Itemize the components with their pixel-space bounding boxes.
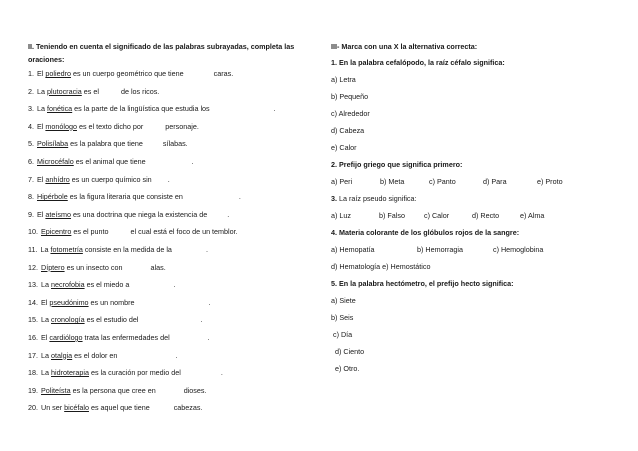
sentence-item: [28, 157, 310, 175]
sentence-item: [28, 87, 310, 105]
item-prefix: El: [41, 297, 50, 307]
item-number: 19.: [28, 385, 38, 395]
q4-options: [331, 245, 621, 254]
q3-option-c[interactable]: c) Calor: [424, 211, 450, 220]
item-text: es el: [81, 86, 99, 96]
q1-option-a[interactable]: a) Letra: [331, 75, 356, 84]
q2-option-e[interactable]: e) Proto: [537, 177, 563, 186]
item-number: 12.: [28, 262, 38, 272]
q3-option-b[interactable]: b) Falso: [379, 211, 405, 220]
item-prefix: El: [37, 174, 46, 184]
underlined-word: Díptero: [41, 262, 65, 272]
item-suffix: .: [205, 244, 208, 254]
sentence-item: [28, 104, 310, 122]
item-text: trata las enfermedades del: [82, 332, 170, 342]
item-number: 8.: [28, 192, 34, 202]
item-text: es la palabra que tiene: [68, 139, 143, 149]
underlined-word: plutocracia: [47, 86, 82, 96]
q4-option-a[interactable]: a) Hemopatía: [331, 245, 375, 254]
question-3-title: 3. La raíz pseudo significa:: [331, 194, 417, 203]
q5-option-e[interactable]: e) Otro.: [335, 364, 360, 373]
underlined-word: ateísmo: [45, 209, 71, 219]
sentence-item: [28, 245, 310, 263]
item-number: 6.: [28, 156, 34, 166]
item-suffix: sílabas.: [162, 139, 188, 149]
item-prefix: El: [37, 121, 46, 131]
item-suffix: personaje.: [165, 121, 199, 131]
q1-option-b[interactable]: b) Pequeño: [331, 92, 369, 101]
item-number: 20.: [28, 403, 38, 413]
underlined-word: bicéfalo: [64, 403, 89, 413]
underlined-word: fonética: [47, 104, 73, 114]
item-text: es el punto: [71, 227, 109, 237]
item-text: es la curación por medio del: [88, 368, 181, 378]
item-suffix: .: [167, 174, 170, 184]
item-number: 15.: [28, 315, 38, 325]
question-1-title: 1. En la palabra cefalópodo, la raíz céfalo significa:: [331, 58, 505, 67]
q4-options-de[interactable]: d) Hematología e) Hemostático: [331, 262, 431, 271]
q1-option-c[interactable]: c) Alrededor: [331, 109, 370, 118]
item-prefix: La: [41, 315, 51, 325]
sentence-item: [28, 280, 310, 298]
underlined-word: pseudónimo: [49, 297, 89, 307]
section-iii: [331, 40, 621, 373]
item-number: 16.: [28, 332, 38, 342]
q2-option-a[interactable]: a) Peri: [331, 177, 353, 186]
sentence-item: [28, 386, 310, 404]
item-number: 9.: [28, 209, 34, 219]
item-number: 3.: [28, 104, 34, 114]
item-suffix: de los ricos.: [120, 86, 160, 96]
item-suffix: el cual está el foco de un temblor.: [130, 227, 238, 237]
underlined-word: anhídro: [45, 174, 70, 184]
underlined-word: necrofobia: [51, 280, 85, 290]
q3-option-a[interactable]: a) Luz: [331, 211, 351, 220]
section-iii-title: III- Marca con una X la alternativa correcta:: [331, 42, 478, 51]
item-number: 10.: [28, 227, 38, 237]
section-ii-title: II. Teniendo en cuenta el significado de las palabras subrayadas, completa las oraciones:: [28, 42, 295, 64]
q3-options: [331, 211, 621, 220]
underlined-word: hidroterapia: [51, 368, 89, 378]
item-suffix: .: [273, 104, 276, 114]
underlined-word: Polisílaba: [37, 139, 69, 149]
item-text: es el miedo a: [84, 280, 130, 290]
question-5-title: 5. En la palabra hectómetro, el prefijo hecto significa:: [331, 279, 514, 288]
q4-option-c[interactable]: c) Hemoglobina: [493, 245, 544, 254]
sentence-list: [28, 69, 310, 421]
q3-option-e[interactable]: e) Alma: [520, 211, 545, 220]
underlined-word: cronología: [51, 315, 85, 325]
item-suffix: dioses.: [183, 385, 207, 395]
item-text: es el animal que tiene: [73, 156, 146, 166]
item-suffix: alas.: [150, 262, 166, 272]
item-number: 7.: [28, 174, 34, 184]
sentence-item: [28, 351, 310, 369]
item-prefix: El: [37, 209, 46, 219]
underlined-word: Epicentro: [41, 227, 72, 237]
item-text: es la persona que cree en: [70, 385, 156, 395]
item-suffix: .: [220, 368, 223, 378]
item-suffix: .: [200, 315, 203, 325]
item-text: es un insecto con: [64, 262, 123, 272]
sentence-item: [28, 175, 310, 193]
item-text: es un cuerpo químico sin: [69, 174, 152, 184]
underlined-word: poliedro: [45, 69, 71, 78]
item-number: 4.: [28, 121, 34, 131]
q2-option-d[interactable]: d) Para: [483, 177, 507, 186]
item-prefix: Un ser: [41, 403, 65, 413]
q1-option-d[interactable]: d) Cabeza: [331, 126, 365, 135]
item-suffix: caras.: [213, 69, 234, 78]
underlined-word: Microcéfalo: [37, 156, 74, 166]
item-number: 17.: [28, 350, 38, 360]
item-text: es un nombre: [88, 297, 135, 307]
item-prefix: La: [41, 280, 51, 290]
question-4-title: 4. Materia colorante de los glóbulos rojos de la sangre:: [331, 228, 520, 237]
item-suffix: .: [208, 297, 211, 307]
q5-option-a[interactable]: a) Siete: [331, 296, 356, 305]
underlined-word: otalgia: [51, 350, 73, 360]
sentence-item: [28, 368, 310, 386]
sentence-item: [28, 69, 310, 87]
underlined-word: monólogo: [45, 121, 77, 131]
item-text: es el estudio del: [84, 315, 139, 325]
item-prefix: La: [41, 350, 51, 360]
item-number: 5.: [28, 139, 34, 149]
sentence-item: [28, 333, 310, 351]
item-text: es el dolor en: [72, 350, 118, 360]
item-suffix: .: [191, 156, 194, 166]
sentence-item: [28, 298, 310, 316]
item-suffix: .: [207, 332, 210, 342]
item-text: es un cuerpo geométrico que tiene: [70, 69, 184, 78]
question-2-title: 2. Prefijo griego que significa primero:: [331, 160, 463, 169]
item-number: 18.: [28, 368, 38, 378]
sentence-item: [28, 139, 310, 157]
sentence-item: [28, 403, 310, 421]
item-prefix: La: [41, 368, 51, 378]
q5-option-b[interactable]: b) Seis: [331, 313, 354, 322]
item-number: 2.: [28, 86, 34, 96]
q2-option-c[interactable]: c) Panto: [429, 177, 456, 186]
item-number: 13.: [28, 280, 38, 290]
q4-option-b[interactable]: b) Hemorragia: [417, 245, 463, 254]
q2-option-b[interactable]: b) Meta: [380, 177, 405, 186]
item-suffix: .: [175, 350, 178, 360]
sentence-item: [28, 122, 310, 140]
q5-option-d[interactable]: d) Ciento: [335, 347, 365, 356]
item-suffix: .: [238, 192, 241, 202]
item-prefix: La: [37, 86, 47, 96]
underlined-word: Hipérbole: [37, 192, 68, 202]
item-text: es el texto dicho por: [76, 121, 144, 131]
item-number: 14.: [28, 297, 38, 307]
item-text: es la parte de la lingüística que estudia los: [72, 104, 210, 114]
underlined-word: Politeísta: [41, 385, 71, 395]
q2-options: [331, 177, 621, 186]
q5-option-c[interactable]: c) Día: [333, 330, 353, 339]
item-prefix: El: [41, 332, 50, 342]
item-text: es la figura literaria que consiste en: [67, 192, 183, 202]
item-suffix: .: [173, 280, 176, 290]
sentence-item: [28, 315, 310, 333]
item-suffix: cabezas.: [173, 403, 203, 413]
sentence-item: [28, 263, 310, 281]
section-ii: [28, 40, 310, 421]
item-prefix: El: [37, 69, 46, 78]
sentence-item: [28, 227, 310, 245]
item-number: 1.: [28, 69, 34, 78]
item-prefix: La: [40, 244, 51, 254]
item-text: es una doctrina que niega la existencia de: [70, 209, 208, 219]
q3-option-d[interactable]: d) Recto: [472, 211, 500, 220]
underlined-word: fotometría: [50, 244, 83, 254]
item-number: 11.: [28, 244, 38, 254]
item-suffix: .: [227, 209, 230, 219]
q1-option-e[interactable]: e) Calor: [331, 143, 357, 152]
item-text: consiste en la medida de la: [82, 244, 172, 254]
item-text: es aquel que tiene: [88, 403, 150, 413]
item-prefix: La: [37, 104, 47, 114]
sentence-item: [28, 210, 310, 228]
sentence-item: [28, 192, 310, 210]
underlined-word: cardiólogo: [49, 332, 83, 342]
